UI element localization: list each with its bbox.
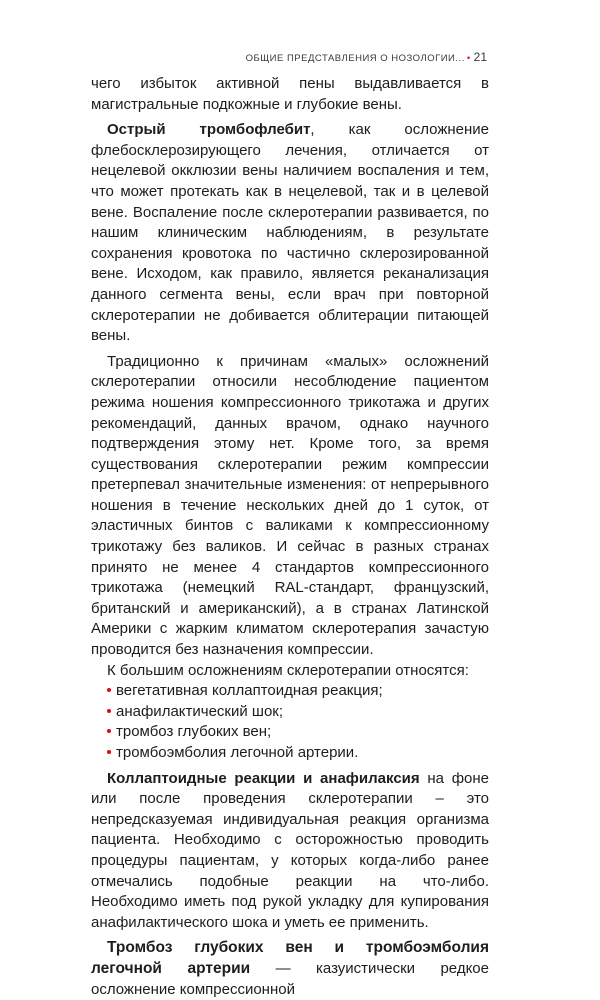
list-item: тромбоэмболия легочной артерии. [107,743,489,764]
bullet-icon [107,709,111,713]
bullet-icon [107,688,111,692]
list-item: вегетативная коллаптоидная реакция; [107,681,489,702]
paragraph-text: , как осложнение флебосклерозирующего лечения, отличается от нецелевой окклюзии вены наличием воспаления и тем, что может протекать как в нецелевой, так и в целевой вене. Воспаление после склеротерапии развивается, по нашим клиническим наблюдениям, в результате сохранения кровотока по частично склерозированной вене. Исходом, как правило, является реканализация данного сегмента вены, если врач при повторной склеротерапии не добивается облитерации питающей вены. [91,121,490,345]
paragraph-thrombophlebitis [91,120,489,347]
running-header [0,50,487,64]
complications-list [91,681,489,763]
paragraph-minor-complications: Традиционно к причинам «малых» осложнений склеротерапии относили несоблюдение пациентом режима ношения компрессионного трикотажа и других рекомендаций, данных врачом, однако научного подтверждения этому нет. Кроме того, за время существования склеротерапии режим компрессии претерпевал значительные изменения: от непрерывного ношения в течение нескольких дней до 1 суток, от эластичных бинтов с валиками к компрессионному трикотажу без валиков. И сейчас в разных странах принято не менее 4 стандартов компрессионного трикотажа (немецкий RAL-стандарт, французский, британский и американский), а в странах Латинской Америки с жарким климатом склеротерапия зачастую проводится без назначения компрессии. [91,352,489,659]
term-acute-thrombophlebitis: Острый тромбофлебит [107,121,311,139]
page-body [91,74,489,1000]
bullet-icon [107,750,111,754]
term-dvt-pe: Тромбоз глубоких вен и тромбоэмболия легочной артерии [91,939,489,977]
paragraph-continuation: чего избыток активной пены выдавливается в магистральные подкожные и глубокие вены. [91,75,489,113]
term-collapse-anaphylaxis: Коллаптоидные реакции и анафилаксия [107,769,420,787]
list-item: тромбоз глубоких вен; [107,722,489,743]
paragraph-dvt [91,938,489,1000]
paragraph-major-complications-intro: К большим осложнениям склеротерапии относятся: [107,661,469,679]
page-number: 21 [473,50,487,64]
bullet-icon [107,729,111,733]
list-item: анафилактический шок; [107,702,489,723]
paragraph-anaphylaxis [91,769,489,934]
paragraph-text: — казуистически редкое осложнение компрессионной [91,959,489,998]
chapter-title: ОБЩИЕ ПРЕДСТАВЛЕНИЯ О НОЗОЛОГИИ... [245,53,465,64]
paragraph-text: на фоне или после проведения склеротерапии – это непредсказуемая индивидуальная реакция организма пациента. Необходимо с осторожностью проводить процедуры пациентам, у которых когда-либо ранее отмечались подобные реакции на что-либо. Необходимо иметь под рукой укладку для купирования анафилактического шока и уметь ее применить. [91,769,489,931]
header-separator: • [466,53,471,64]
